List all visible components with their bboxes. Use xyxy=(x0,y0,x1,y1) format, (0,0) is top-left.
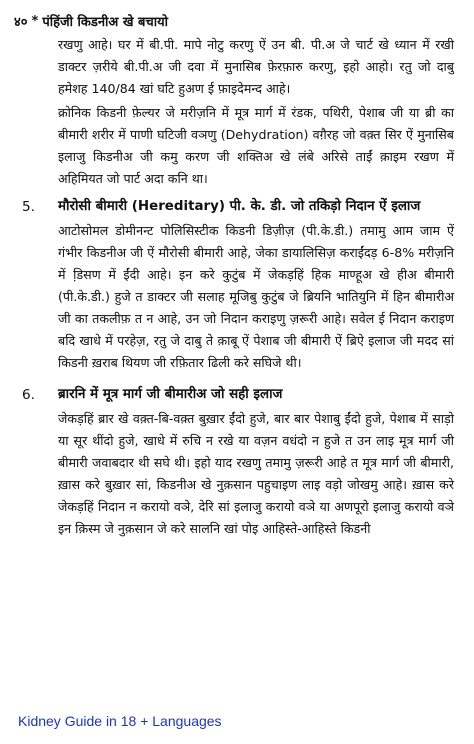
section-6-heading xyxy=(22,384,454,406)
page-content xyxy=(0,34,474,540)
section-title: ब्रारनि में मूत्र मार्ग जी बीमारीअ जो सही इलाज xyxy=(58,387,283,402)
section-5-body xyxy=(58,220,454,374)
page-header xyxy=(14,10,168,32)
paragraph-text: आटोसोमल डोमीनन्ट पोलिसिस्टीक किडनी डिज़ीज़ (पी.के.डी.) तमामु आम जाम ऐं गंभीर किडनीअ जी ऐं मौरोसी बीमारी आहे, जेका डायालिसिज़ कराईंदड़ 6-8% मरीज़नि में डि़सण में ईंदी आहे। इन करे कुटुंब में जेकड़हिं हिक माण्हूअ खे हीअ बीमारी (पी.के.डी.) हुजे त डाक्टर जी सलाह मूजिबु कुटुंब जे ब्रियनि भातियुनि में हिन बीमारीअ जी का तकलीफ़ त न आहे, उन जो निदान कराइणु ज़रूरी आहे। सवेल ई निदान कराइण बदि खाधे में परहेज़, रतु जे दाबु ते क़ाबू ऐं पेशाब जी बीमारी ऐं ब्रिऐ इलाज जी मदद सां किडनी ख़राब थियण जी रफ़ितार ढिली करे सघिजे थी। xyxy=(58,223,454,370)
footer-link[interactable]: Kidney Guide in 18 + Languages xyxy=(18,713,222,729)
section-5-heading xyxy=(22,196,454,218)
section-number: 5. xyxy=(22,199,35,215)
star-separator: * xyxy=(31,13,39,29)
intro-paragraph-1 xyxy=(58,34,454,100)
paragraph-text: जेकड़हिं ब्रार खे वक़्त-बि-वक़्त बुख़ार ईंदो हुजे, बार बार पेशाबु ईंदो हुजे, पेशाब में साड़ो या सूर थींदो हुजे, खाधे में रुचि न रखे या वज़न वधंदो न हुजे त उन लाइ मूत्र मार्ग जी बीमारी जवाबदार थी सघे थी। इहो याद रखणु तमामु ज़रूरी आहे त मूत्र मार्ग जी बीमारी, ख़ास करे बुख़ार सां, किडनीअ खे नुक़सान पहुचाइण लाइ वड़ो जोखमु आहे। ख़ास करे जेकड़हिं निदान न करायो वञे, देरि सां इलाजु करायो वञे या अणपूरो इलाजु करायो वञे इन क़िस्म जे नुक़सान जे करे सालनि खां पोइ आहिस्ते-आहिस्ते किडनी xyxy=(58,411,454,536)
header-title: पंहिंजी किडनीअ खे बचायो xyxy=(42,15,168,30)
intro-paragraph-2 xyxy=(58,102,454,190)
page-number: ४० xyxy=(14,15,28,30)
section-number: 6. xyxy=(22,387,35,403)
section-title: मौरोसी बीमारी (Hereditary) पी. के. डी. जो तकिड़ो निदान ऐं इलाज xyxy=(58,199,421,214)
paragraph-text: रखणु आहे। घर में बी.पी. मापे नोटु करणु ऐं उन बी. पी.अ जे चार्ट खे ध्यान में रखी डाक्टर ज़रीये बी.पी.अ जी दवा में मुनासिब फ़ेरफ़ारु करणु, इहो आहो। रतु जो दाबु हमेशह 140/84 खां घटि हुअण ई फ़ाइदेमन्द आहे। xyxy=(58,37,454,96)
section-6-body xyxy=(58,408,454,540)
paragraph-text: क्रोनिक किडनी फ़ेल्यर जे मरीज़नि में मूत्र मार्ग में रंडक, पथिरी, पेशाब जी या ब्री का बीमारी शरीर में पाणी घटिजी वञणु (Dehydration) वग़ैरह जो वक़्त सिर ऐं मुनासिब इलाजु किडनीअ जी कमु करण जी शक्तिअ खे लंबे अरिसे ताईं क़ाइम रखण में अहिमियत जो पार्ट अदा कनि था। xyxy=(58,105,454,186)
